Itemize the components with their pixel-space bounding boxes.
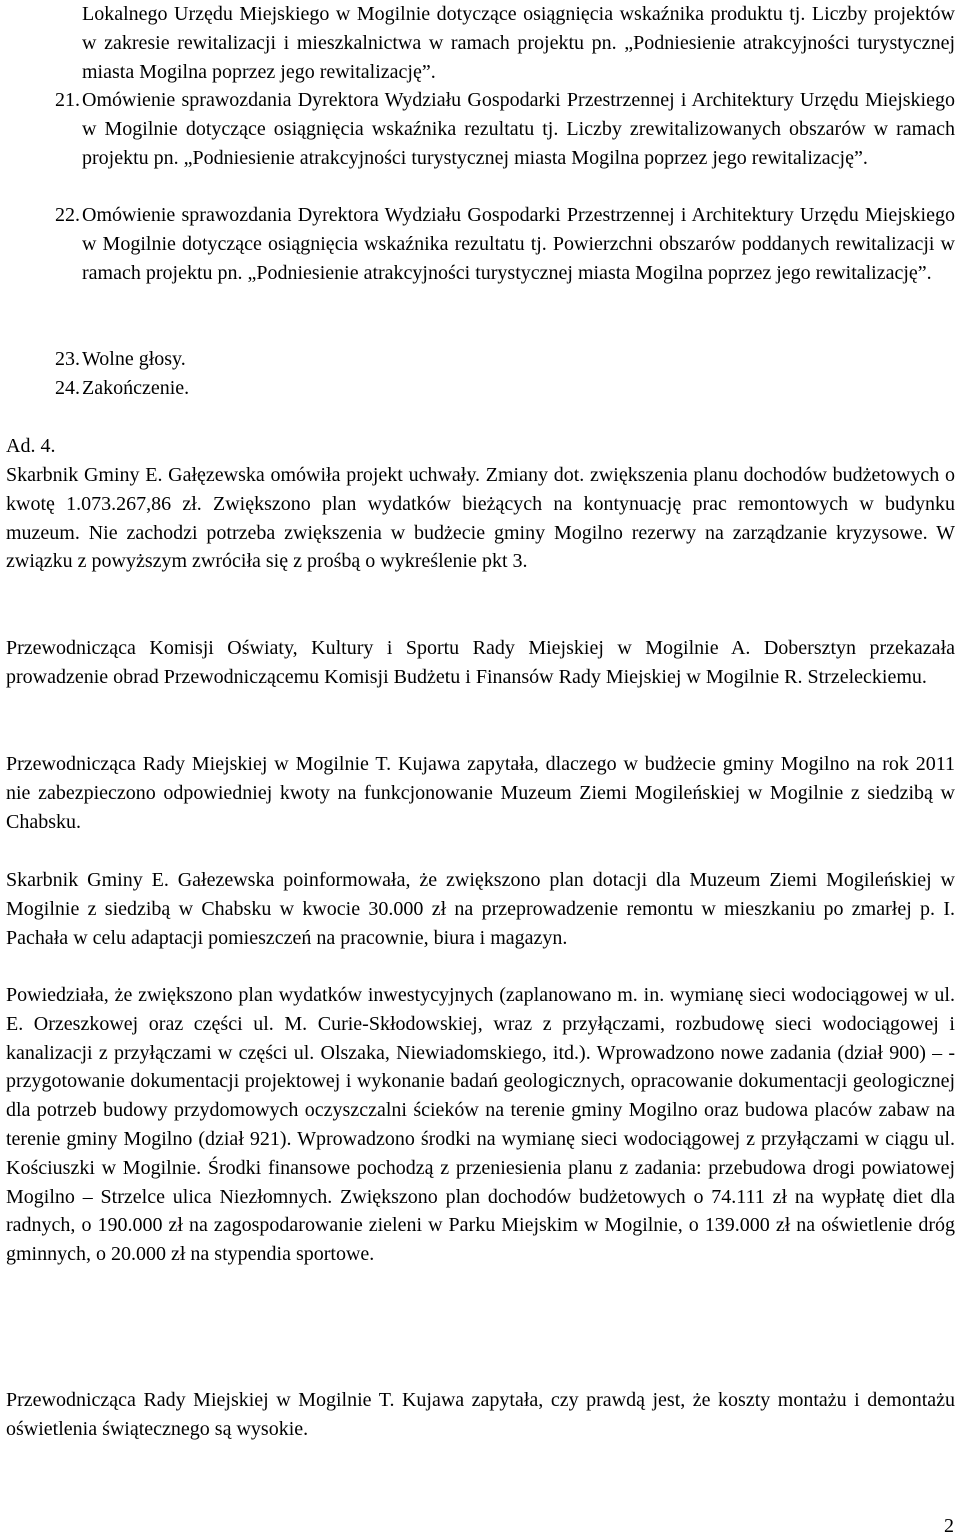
agenda-item-text: Zakończenie. bbox=[82, 377, 190, 399]
paragraph-3 bbox=[6, 750, 955, 836]
paragraph-text: Powiedziała, że zwiększono plan wydatków inwestycyjnych (zaplanowano m. in. wymianę sieci wodociągowej w ul. E. Orzeszkowej oraz części ul. M. Curie-Skłodowskiej, wraz z przyłączami, rozbudowę sieci wodociągowej i kanalizacji z przyłączami w części ul. Olszaka, Niewiadomskiego, itd.). Wprowadzono nowe zadania (dział 900) – - przygotowanie dokumentacji projektowej i wykonanie badań geologicznych, opracowanie dokumentacji geologicznej dla potrzeb budowy przydomowych oczyszczalni ścieków na terenie gminy Mogilno oraz budowa placów zabaw na terenie gminy Mogilno (dział 921). Wprowadzono środki na wymianę sieci wodociągowej z przyłączami w ciągu ul. Kościuszki w Mogilnie. Środki finansowe pochodzą z przeniesienia planu z zadania: przebudowa drogi powiatowej Mogilno – Strzelce ulica Niezłomnych. Zwiększono plan dochodów budżetowych o 74.111 zł na wypłatę diet dla radnych, o 190.000 zł na zagospodarowanie zieleni w Parku Miejskim w Mogilnie, o 139.000 zł na oświetlenie dróg gminnych, o 20.000 zł na stypendia sportowe. bbox=[6, 984, 955, 1266]
paragraph-text: Przewodnicząca Rady Miejskiej w Mogilnie T. Kujawa zapytała, dlaczego w budżecie gminy Mogilno na rok 2011 nie zabezpieczono odpowiedniej kwoty na funkcjonowanie Muzeum Ziemi Mogileńskiej w Mogilnie z siedzibą w Chabsku. bbox=[6, 753, 955, 833]
section-heading bbox=[6, 432, 955, 461]
agenda-continuation-text: Lokalnego Urzędu Miejskiego w Mogilnie dotyczące osiągnięcia wskaźnika produktu tj. Liczby projektów w zakresie rewitalizacji i mieszkalnictwa w ramach projektu pn. „Podniesienie atrakcyjności turystycznej miasta Mogilna poprzez jego rewitalizację”. bbox=[82, 3, 955, 83]
agenda-item-text: Omówienie sprawozdania Dyrektora Wydziału Gospodarki Przestrzennej i Architektury Urzędu Miejskiego w Mogilnie dotyczące osiągnięcia wskaźnika rezultatu tj. Powierzchni obszarów poddanych rewitalizacji w ramach projektu pn. „Podniesienie atrakcyjności turystycznej miasta Mogilna poprzez jego rewitalizację”. bbox=[82, 204, 955, 284]
paragraph-2 bbox=[6, 634, 955, 692]
agenda-item-number: 21. bbox=[55, 89, 80, 111]
agenda-item-24 bbox=[6, 374, 955, 403]
paragraph-text: Skarbnik Gminy E. Gałezewska poinformowała, że zwiększono plan dotacji dla Muzeum Ziemi Mogileńskiej w Mogilnie z siedzibą w Chabsku w kwocie 30.000 zł na przeprowadzenie remontu w mieszkaniu po zmarłej p. I. Pachała w celu adaptacji pomieszczeń na pracownie, biura i magazyn. bbox=[6, 869, 955, 949]
paragraph-1 bbox=[6, 461, 955, 576]
agenda-item-text: Omówienie sprawozdania Dyrektora Wydziału Gospodarki Przestrzennej i Architektury Urzędu Miejskiego w Mogilnie dotyczące osiągnięcia wskaźnika rezultatu tj. Liczby zrewitalizowanych obszarów w ramach projektu pn. „Podniesienie atrakcyjności turystycznej miasta Mogilna poprzez jego rewitalizację”. bbox=[82, 89, 955, 169]
section-heading-text: Ad. 4. bbox=[6, 435, 56, 457]
paragraph-4 bbox=[6, 866, 955, 952]
page-number: 2 bbox=[944, 1515, 954, 1537]
agenda-item-text: Wolne głosy. bbox=[82, 348, 186, 370]
agenda-item-number: 22. bbox=[55, 204, 80, 226]
paragraph-text: Przewodnicząca Komisji Oświaty, Kultury i Sportu Rady Miejskiej w Mogilnie A. Dobersztyn przekazała prowadzenie obrad Przewodniczącemu Komisji Budżetu i Finansów Rady Miejskiej w Mogilnie R. Strzeleckiemu. bbox=[6, 637, 955, 688]
paragraph-text: Skarbnik Gminy E. Gałęzewska omówiła projekt uchwały. Zmiany dot. zwiększenia planu dochodów budżetowych o kwotę 1.073.267,86 zł. Zwiększono plan wydatków bieżących na kontynuację prac remontowych w budynku muzeum. Nie zachodzi potrzeba zwiększenia w budżecie gminy Mogilno rezerwy na zarządzanie kryzysowe. W związku z powyższym zwróciła się z prośbą o wykreślenie pkt 3. bbox=[6, 464, 955, 573]
paragraph-text: Przewodnicząca Rady Miejskiej w Mogilnie T. Kujawa zapytała, czy prawdą jest, że koszty montażu i demontażu oświetlenia świątecznego są wysokie. bbox=[6, 1389, 955, 1440]
agenda-item-23 bbox=[6, 345, 955, 374]
agenda-item-21 bbox=[6, 86, 955, 172]
agenda-item-22 bbox=[6, 201, 955, 287]
agenda-continuation bbox=[6, 0, 955, 86]
agenda-item-number: 24. bbox=[55, 377, 80, 399]
paragraph-5 bbox=[6, 981, 955, 1269]
agenda-item-number: 23. bbox=[55, 348, 80, 370]
paragraph-6 bbox=[6, 1386, 955, 1444]
